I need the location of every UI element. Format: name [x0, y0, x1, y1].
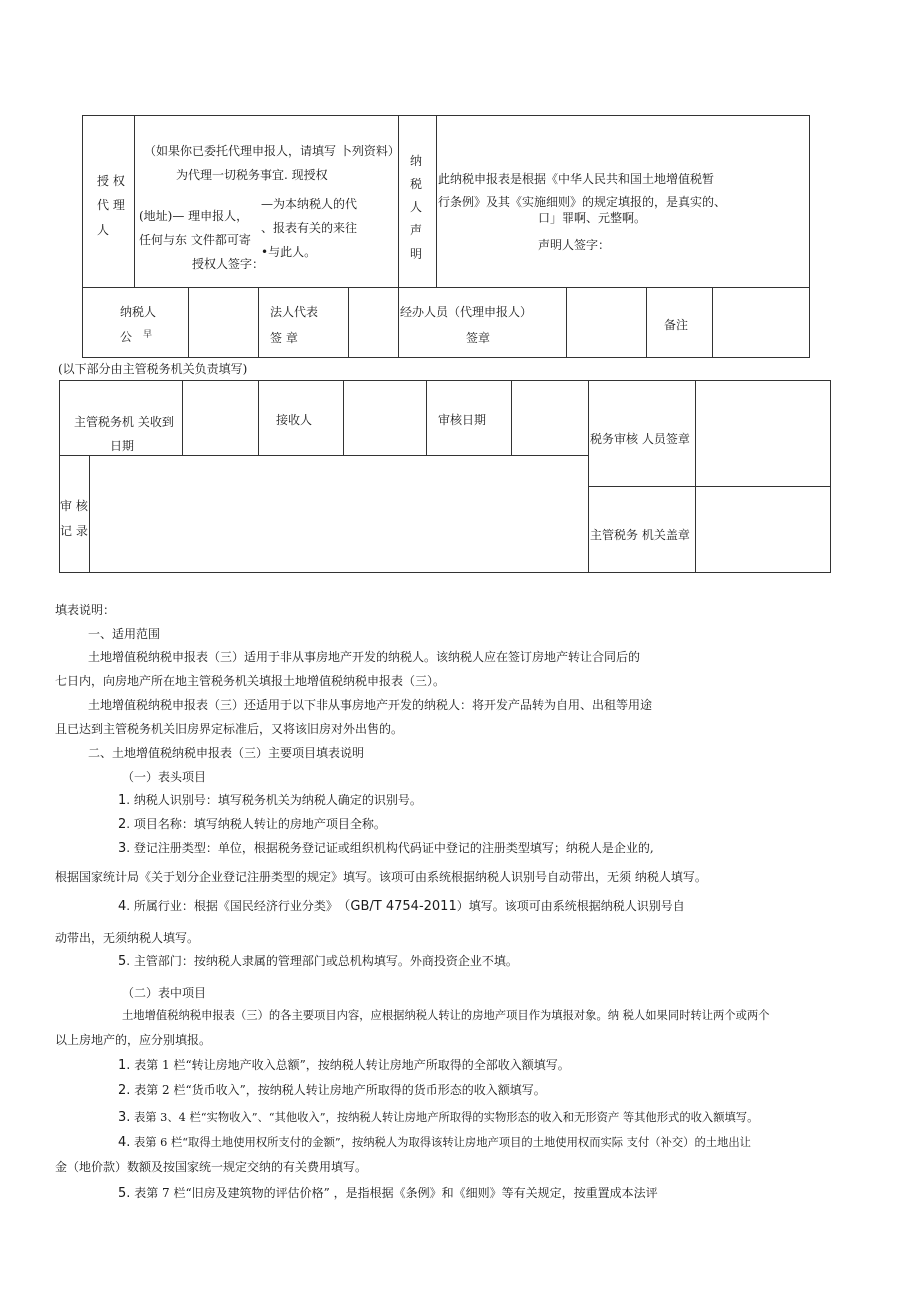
- auth-signature: 授权人签字：: [192, 257, 265, 271]
- auth-line4: 任何与东 文件都可寄: [139, 233, 251, 247]
- review-record-label-1: 审 核: [60, 499, 88, 513]
- decl-char-3: 人: [410, 200, 423, 214]
- decl-signature: 声明人签字：: [538, 238, 611, 252]
- auth-label-line3: 人: [97, 223, 110, 237]
- taxpayer-label: 纳税人: [120, 305, 157, 319]
- agent-sign: 签章: [466, 331, 491, 345]
- body-item1: 1. 表第 1 栏“转让房地产收入总额”，按纳税人转让房地产所取得的全部收入额填写。: [118, 1058, 570, 1073]
- body-item5: 5. 表第 7 栏“旧房及建筑物的评估价格” ，是指根据《条例》和《细则》等有关规定，按重置成本法评: [118, 1186, 658, 1201]
- received-date-label-2: 日期: [110, 439, 135, 453]
- item1: 1. 纳税人识别号：填写税务机关为纳税人确定的识别号。: [118, 793, 422, 808]
- legal-rep-label: 法人代表: [270, 305, 319, 319]
- decl-char-4: 声: [410, 223, 423, 237]
- subsection2-title: （二）表中项目: [122, 986, 207, 1000]
- item4: 4. 所属行业：根据《国民经济行业分类》 （GB/T 4754-2011）填写。该项可由系统根据纳税人识别号自: [118, 899, 685, 914]
- body-item2: 2. 表第 2 栏“货币收入”，按纳税人转让房地产所取得的货币形态的收入额填写。: [118, 1083, 546, 1098]
- auth-address: (地址)— 理申报人，: [139, 209, 249, 223]
- instructions-title: 填表说明：: [55, 603, 116, 617]
- decl-line1: 此纳税申报表是根据《中华人民共和国土地增值税暂: [438, 172, 715, 186]
- body-item4-continued: 金（地价款）数额及按国家统一规定交纳的有关费用填写。: [55, 1160, 368, 1174]
- section-note: (以下部分由主管税务机关负责填写): [58, 362, 248, 376]
- item3-continued: 根据国家统计局《关于划分企业登记注册类型的规定》填写。该项可由系统根据纳税人识别号自动带出，无须 纳税人填写。: [55, 870, 707, 884]
- authority-seal-label: 主管税务 机关盖章: [590, 528, 690, 542]
- review-record-label-2: 记 录: [60, 524, 88, 538]
- item4-continued: 动带出，无须纳税人填写。: [55, 931, 200, 945]
- item3: 3. 登记注册类型：单位，根据税务登记证或组织机构代码证中登记的注册类型填写；纳税人是企业的,: [118, 841, 654, 856]
- auth-note: （如果你已委托代理申报人，请填写 卜列资料）: [144, 144, 400, 158]
- auth-mid2: 、报表有关的来往: [261, 221, 358, 235]
- receiver-label: 接收人: [276, 413, 313, 427]
- body-item4: 4. 表第 6 栏“取得土地使用权所支付的金额”，按纳税人为取得该转让房地产项目的土地使用权而实际 支付（补交）的土地出让: [118, 1135, 751, 1150]
- body-item3: 3. 表第 3、4 栏“实物收入”、“其他收入”，按纳税人转让房地产所取得的实物形态的收入和无形资产 等其他形式的收入额填写。: [118, 1110, 759, 1125]
- item2: 2. 项目名称：填写纳税人转让的房地产项目全称。: [118, 817, 386, 832]
- auth-mid3: •与此人。: [261, 245, 317, 259]
- auth-label-line2: 代 理: [97, 198, 125, 212]
- section2-title: 二、土地增值税纳税申报表（三）主要项目填表说明: [88, 746, 365, 760]
- decl-line2: 行条例》及其《实施细则》的规定填报的，是真实的、: [438, 195, 727, 209]
- legal-rep-sign: 签 章: [270, 331, 298, 345]
- auth-mid1: —为本纳税人的代: [261, 197, 358, 211]
- decl-char-5: 明: [410, 247, 423, 261]
- auth-line2: 为代理一切税务事宜. 现授权: [176, 168, 328, 182]
- section1-title: 一、适用范围: [88, 627, 161, 641]
- decl-char-1: 纳: [410, 154, 423, 168]
- subsection2-para-line1: 土地增值税纳税申报表（三）的各主要项目内容，应根据纳税人转让的房地产项目作为填报对象。纳 税人如果同时转让两个或两个: [122, 1009, 770, 1022]
- section1-para2-line1: 土地增值税纳税申报表（三）还适用于以下非从事房地产开发的纳税人：将开发产品转为自用、出租等用途: [88, 698, 653, 712]
- taxpayer-gong: 公: [120, 330, 133, 344]
- section1-para1-line1: 土地增值税纳税申报表（三）适用于非从事房地产开发的纳税人。该纳税人应在签订房地产转让合同后的: [88, 650, 641, 664]
- subsection2-para-line2: 以上房地产的，应分别填报。: [55, 1033, 212, 1047]
- taxpayer-zao: 早: [143, 330, 153, 340]
- item5: 5. 主管部门：按纳税人隶属的管理部门或总机构填写。外商投资企业不填。: [118, 954, 518, 969]
- decl-line3: 口」罪啊、元整啊。: [538, 211, 647, 225]
- section1-para1-line2: 七日内，向房地产所在地主管税务机关填报土地增值税纳税申报表（三）。: [55, 674, 446, 688]
- review-date-label: 审核日期: [438, 413, 487, 427]
- auth-label-line1: 授 权: [97, 174, 125, 188]
- decl-char-2: 税: [410, 177, 423, 191]
- auditor-sign-label: 税务审核 人员签章: [590, 432, 690, 446]
- remark-label: 备注: [664, 318, 689, 332]
- received-date-label-1: 主管税务机 关收到: [74, 415, 174, 429]
- subsection1-title: （一）表头项目: [122, 770, 207, 784]
- agent-label: 经办人员（代理申报人）: [400, 305, 533, 319]
- section1-para2-line2: 且已达到主管税务机关旧房界定标准后，又将该旧房对外出售的。: [55, 722, 404, 736]
